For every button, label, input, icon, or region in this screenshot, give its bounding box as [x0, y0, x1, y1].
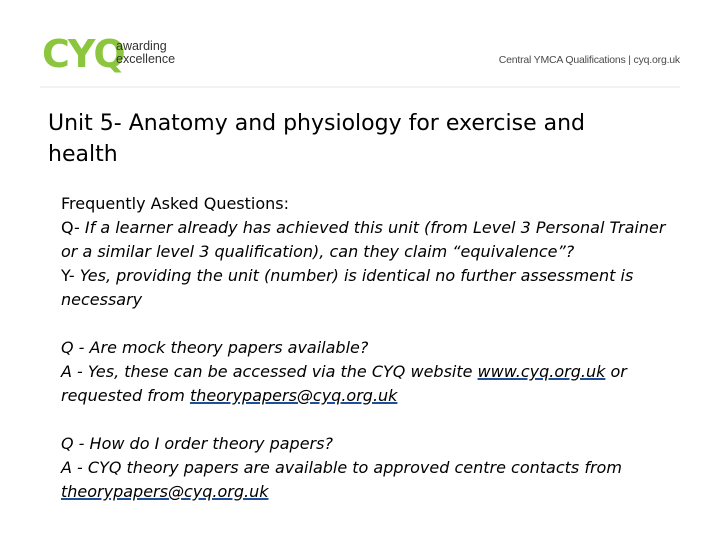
- a1-prefix: Y-: [61, 266, 75, 285]
- theorypapers-email-link-2[interactable]: theorypapers@cyq.org.uk: [61, 482, 269, 501]
- spacer: [61, 312, 681, 336]
- q3-text: How do I order theory papers?: [84, 434, 333, 453]
- faq-answer-3: [61, 456, 681, 504]
- faq-heading: Frequently Asked Questions:: [61, 194, 290, 213]
- header: [0, 0, 720, 92]
- a3-text: CYQ theory papers are available to approved centre contacts from: [82, 458, 622, 477]
- q2-prefix: Q -: [61, 338, 85, 357]
- faq-content: [61, 192, 681, 504]
- q2-text: Are mock theory papers available?: [84, 338, 369, 357]
- logo-line-excellence: excellence: [116, 52, 176, 66]
- header-tagline: Central YMCA Qualifications | cyq.org.uk: [498, 54, 680, 66]
- faq-question-3: [61, 432, 681, 456]
- a1-text: Yes, providing the unit (number) is identical no further assessment is necessary: [61, 266, 634, 309]
- logo-line-awarding: awarding: [116, 39, 167, 53]
- faq-answer-1: [61, 264, 681, 312]
- theorypapers-email-link[interactable]: theorypapers@cyq.org.uk: [189, 386, 398, 405]
- a2-prefix: A -: [61, 362, 83, 381]
- q3-prefix: Q -: [61, 434, 85, 453]
- cyq-website-link[interactable]: www.cyq.org.uk: [477, 362, 606, 381]
- a2-mid: or requested from: [61, 362, 627, 405]
- q1-prefix: Q-: [61, 218, 80, 237]
- spacer: [61, 408, 681, 432]
- a2-text: Yes, these can be accessed via the CYQ website: [82, 362, 478, 381]
- header-divider: [40, 86, 680, 88]
- faq-answer-2: [61, 360, 681, 408]
- cyq-logo: CYQ: [42, 32, 124, 76]
- faq-question-2: [61, 336, 681, 360]
- a3-prefix: A -: [61, 458, 83, 477]
- faq-question-1: [61, 216, 681, 264]
- logo-tagline: [116, 40, 175, 66]
- q1-text: If a learner already has achieved this unit (from Level 3 Personal Trainer or a similar level 3 qualification), can they claim “equivalence”?: [61, 218, 666, 261]
- page-title: Unit 5- Anatomy and physiology for exercise and health: [48, 111, 586, 167]
